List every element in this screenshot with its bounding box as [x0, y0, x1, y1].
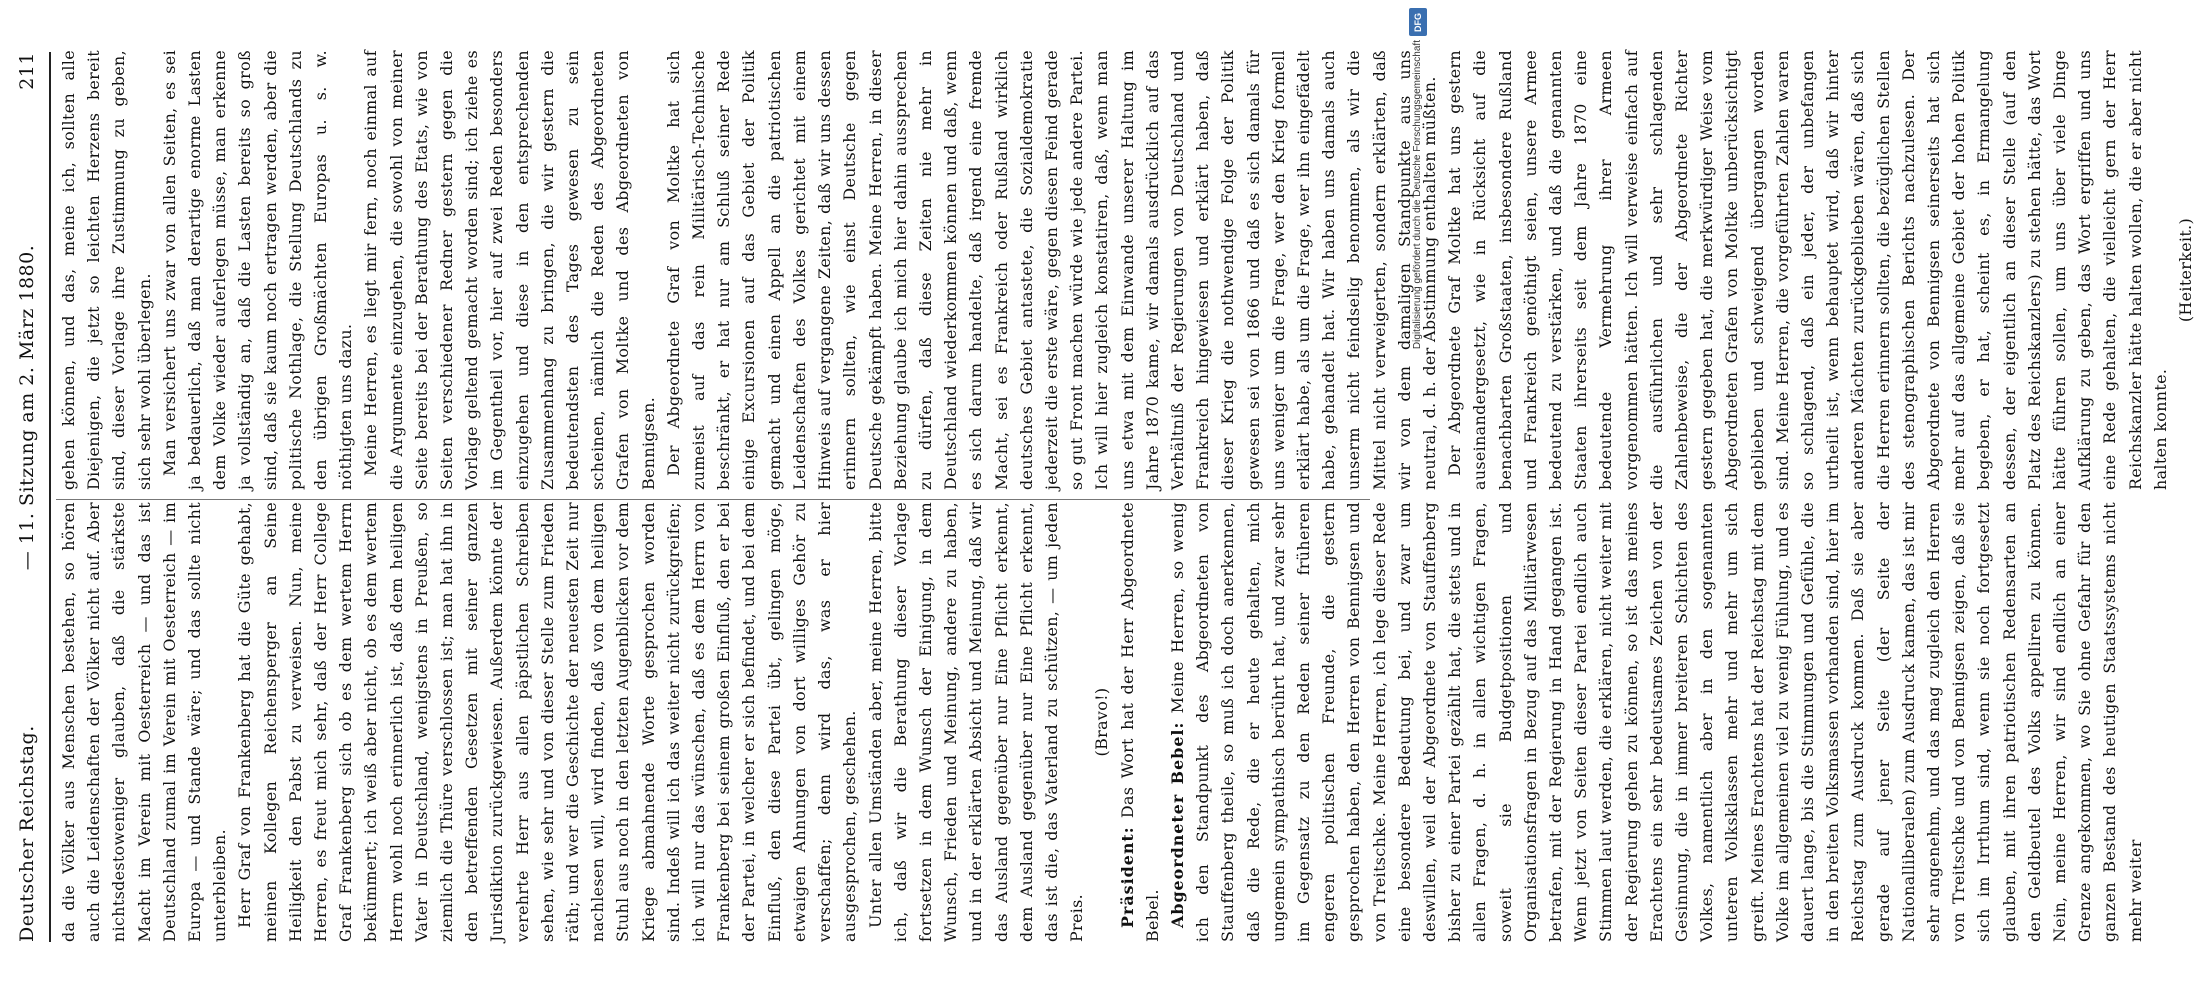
paragraph: Der Abgeordnete Graf von Moltke hat sich zumeist auf das rein Militärisch-Technische beschränkt, er hat nur am Schluß seiner Rede einige Excursionen auf das Gebiet der Politik gemacht und einen Appell an die patriotischen Leidenschaften des Volkes gerichtet mit einem Hinweis auf vergangene Zeiten, daß wir uns dessen erinnern sollten, wie einst Deutsche gegen Deutsche gekämpft haben. Meine Herren, in dieser Beziehung glaube ich mich hier dahin aussprechen zu dürfen, daß diese Zeiten nie mehr in Deutschland wiederkommen können und daß, wenn es sich darum handelte, daß irgend eine fremde Macht, sei es Frankreich oder Rußland wirklich deutsches Gebiet antastete, die Sozialdemokratie jederzeit die erste wäre, gegen diesen Feind gerade so gut Front machen würde wie jede andere Partei. Ich will hier zugleich konstatiren, daß, wenn man uns etwa mit dem Einwande unserer Haltung im Jahre 1870 kame, wir damals ausdrücklich auf das Verhältniß der Regierungen von Deutschland und Frankreich hingewiesen und erklärt haben, daß dieser Krieg die nothwendige Folge der Politik gewesen sei von 1866 und daß es sich damals für uns weniger um die Frage, wer den Krieg formell erklärt habe, als um die Frage, wer ihn eingefädelt habe, gehandelt hat. Wir haben uns damals auch unserm nicht feindselig benommen, als wir die Mittel nicht verweigerten, sondern erklärten, daß wir von dem damaligen Standpunkte aus uns neutral, d. h. der Abstimmung enthalten müßten. — [663, 50, 1439, 490]
dfg-badge-label: DFG — [1413, 12, 1423, 32]
paragraph: gehen können, und das, meine ich, sollten alle Diejenigen, die jetzt so leichten Herzens bereit sind, dieser Vorlage ihre Zustimmung zu geben, sich sehr wohl überlegen. — [59, 50, 154, 490]
journal-title: Deutscher Reichstag. — [16, 725, 38, 942]
speaker-label: Abgeordneter Bebel: — [1167, 721, 1187, 928]
digitization-credit — [1408, 40, 1426, 1000]
paragraph — [1165, 502, 2148, 942]
speech-text: Meine Herren, so wenig ich den Standpunkt des Abgeordneten von Stauffenberg theile, so muß ich doch anerkennen, daß die Rede, die er heute gehalten, mich ungemein sympathisch berührt hat, und zwar sehr im Gegensatz zu den Reden seiner früheren engeren politischen Freunde, die gestern gesprochen haben, den Herren von Bennigsen und von Treitschke. Meine Herren, ich lege dieser Rede eine besondere Bedeutung bei, und zwar um deswillen, weil der Abgeordnete von Stauffenberg bisher zu einer Partei gezählt hat, die stets und in allen Fragen, d. h. in allen wichtigen Fragen, soweit sie Budgetpositionen und Organisationsfragen in Bezug auf das Militärwesen betrafen, mit der Regierung in Hand gegangen ist. Wenn jetzt von Seiten dieser Partei endlich auch Stimmen laut werden, die erklären, nicht weiter mit der Regierung gehen zu können, so ist das meines Erachtens ein sehr bedeutsames Zeichen von der Gesinnung, die in immer breiteren Schichten des Volkes, namentlich aber in den sogenannten unteren Volksklassen mehr und mehr um sich greift. Meines Erachtens hat der Reichstag mit dem Volke im allgemeinen viel zu wenig Fühlung, und es dauert lange, bis die Stimmungen und Gefühle, die in den breiten Volksmassen vorhanden sind, hier im Reichstag zum Ausdruck kommen. Daß sie aber gerade auf jener Seite (der Seite der Nationalliberalen) zum Ausdruck kamen, das ist mir sehr angenehm, und das mag zugleich den Herren von Treitschke und von Bennigsen zeigen, daß sie sich im Irrthum sind, wenn sie noch fortgesetzt glauben, mit ihren patriotischen Redensarten an den Geldbeutel des Volks appelliren zu können. Nein, meine Herren, wir sind endlich an einer Grenze angekommen, wo Sie ohne Gefahr für den ganzen Bestand des heutigen Staatssystems nicht mehr weiter — [1167, 502, 2145, 942]
column-divider — [56, 499, 1370, 500]
paragraph — [1115, 502, 1165, 942]
credit-text: Digitalisierung gefördert durch die Deutsche Forschungsgemeinschaft — [1411, 40, 1423, 350]
stage-direction: (Bravo!) — [1092, 687, 1112, 757]
stage-direction: (Heiterkeit.) — [2176, 217, 2196, 323]
paragraph: Unter allen Umständen aber, meine Herren, bitte ich, daß wir die Berathung dieser Vorlage fortsetzen in dem Wunsch der Einigung, in dem Wunsch, Frieden und Meinung, andere zu haben, und in der erklärten Absicht und Meinung, daß wir das Ausland gegenüber nur Eine Pflicht erkennt, dem Ausland gegenüber nur Eine Pflicht erkennt, das ist die, das Vaterland zu schützen, — um jeden Preis. — [865, 502, 1087, 942]
session-date: — 11. Sitzung am 2. März 1880. — [16, 244, 38, 571]
speaker-label: Präsident: — [1117, 826, 1137, 928]
speech-text: Das Wort hat der Herr Abgeordnete Bebel. — [1117, 502, 1162, 942]
dfg-logo — [1409, 8, 1427, 36]
running-head — [16, 52, 51, 942]
paragraph: Der Abgeordnete Graf Moltke hat uns gestern auseinandergesetzt, wie in Rücksicht auf die benachbarten Großstaaten, insbesondere Rußland und Frankreich genöthigt seien, unsere Armee bedeutend zu verstärken, und daß die genannten Staaten ihrerseits seit dem Jahre 1870 eine bedeutende Vermehrung ihrer Armeen vorgenommen hätten. Ich will verweise einfach auf die ausführlichen und sehr schlagenden Zahlenbeweise, die der Abgeordnete Richter gestern gegeben hat, die merkwürdiger Weise vom Abgeordneten Grafen von Moltke unberücksichtigt geblieben und schweigend übergangen worden sind. Meine Herren, die vorgeführten Zahlen waren so schlagend, daß ein jeder, der unbefangen urtheilt ist, wenn behauptet wird, daß wir hinter anderen Mächten zurückgeblieben wären, daß sich die Herren erinnern sollten, die bezüglichen Stellen des stenographischen Berichts nachzulesen. Der Abgeordnete von Bennigsen seinerseits hat sich mehr auf das allgemeine Gebiet der hohen Politik begeben, er hat, scheint es, in Ermangelung dessen, der eigentlich an dieser Stelle (auf den Platz des Reichskanzlers) zu stehen hätte, das Wort hätte führen sollen, um uns über viele Dinge Aufklärung zu geben, das Wort ergriffen und uns eine Rede gehalten, die vielleicht gern der Herr Reichskanzler hätte halten wollen, die er aber nicht halten konnte. — [1445, 50, 2170, 490]
left-column — [56, 502, 2145, 942]
paragraph: Meine Herren, es liegt mir fern, noch einmal auf die Argumente einzugehen, die sowohl von meiner Seite bereits bei der Berathung des Etats, wie von Seiten verschiedener Redner gestern gegen die Vorlage geltend gemacht worden sind; ich ziehe es im Gegentheil vor, hier auf zwei Reden besonders einzugehen und diese in den entsprechenden Zusammenhang zu bringen, die wir gestern die bedeutendsten des Tages gewesen zu sein scheinen, nämlich die Reden des Abgeordneten Grafen von Moltke und des Abgeordneten von Bennigsen. — [361, 50, 658, 490]
paragraph: da die Völker aus Menschen bestehen, so hören auch die Leidenschaften der Völker nicht auf. Aber nichtsdestoweniger glauben, daß die stärkste Macht im Verein mit Oesterreich — und das ist Deutschland zumal im Verein mit Oesterreich — im Europa — und Stande wäre; und das sollte nicht unterbleiben. — [59, 502, 230, 942]
paragraph: Herr Graf von Frankenberg hat die Güte gehabt, meinen Kollegen Reichensperger an Seine Heiligkeit den Pabst zu verweisen. Nun, meine Herren, es freut mich sehr, daß der Herr College Graf Frankenberg sich ob es dem wertem Herrn bekümmert; ich weiß aber nicht, ob es dem wertem Herrn wohl noch erinnerlich ist, daß dem heiligen Vater in Deutschland, wenigstens in Preußen, so ziemlich die Thüre verschlossen ist; man hat ihn in den betreffenden Gesetzen mit seiner ganzen Jurisdiktion zurückgewiesen. Außerdem könnte der verehrte Herr aus allen päpstlichen Schreiben sehen, wie sehr und von dieser Stelle zum Frieden räth; und wer die Geschichte der neuesten Zeit nur nachlesen will, wird finden, daß von dem heiligen Stuhl aus noch in den letzten Augenblicken vor dem Kriege abmahnende Worte gesprochen worden sind. Indeß will ich das weiter nicht zurückgreifen; ich will nur das wünschen, daß es dem Herrn von Frankenberg bei seinem großen Einfluß, den er bei der Partei, in welcher er sich befindet, und bei dem Einfluß, den diese Partei übt, gelingen möge, etwaigen Ahnungen von dort williges Gehör zu verschaffen; denn wird das, was er hier ausgesprochen, geschehen. — [235, 502, 860, 942]
page-number: 211 — [16, 52, 38, 90]
paragraph: Man versichert uns zwar von allen Seiten, es sei ja bedauerlich, daß man derartige enorme Lasten dem Volke wieder auferlegen müsse, man erkenne ja vollständig an, daß die Lasten bereits so groß sind, daß sie kaum noch ertragen werden, aber die politische Nothlage, die Stellung Deutschlands zu den übrigen Großmächten Europas u. s. w. nöthigten uns dazu. — [159, 50, 356, 490]
